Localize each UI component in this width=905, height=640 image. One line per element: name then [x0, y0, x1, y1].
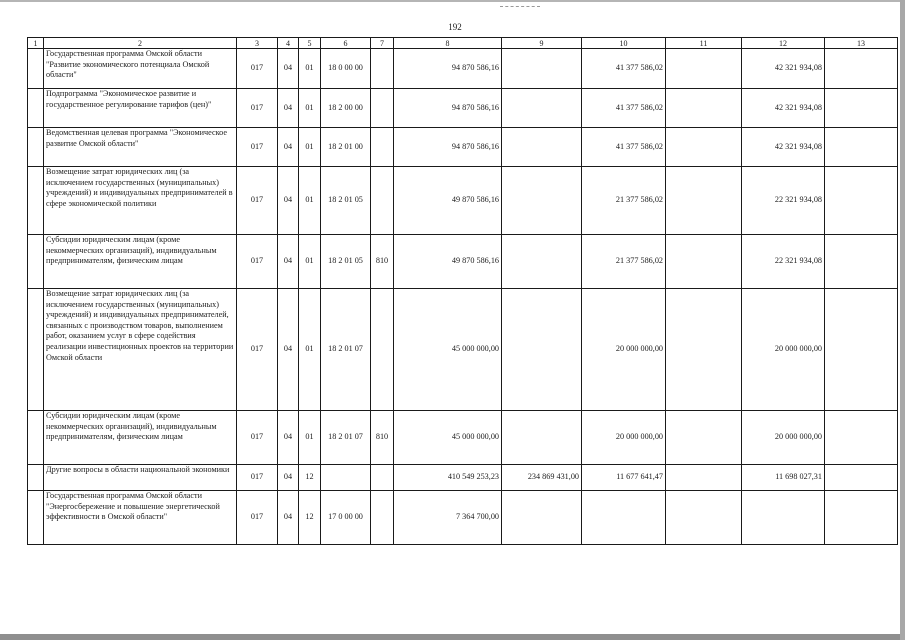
cell-c9: [502, 289, 582, 411]
cell-c11: [666, 167, 742, 235]
column-header: 3: [237, 38, 278, 49]
column-header: 8: [394, 38, 502, 49]
cell-c10: [582, 491, 666, 545]
row-name: Субсидии юридическим лицам (кроме некоммерческих организаций), индивидуальным предпринимателям, физическим лицам: [44, 235, 237, 289]
cell-c11: [666, 128, 742, 167]
cell-c6: 18 2 00 00: [321, 89, 371, 128]
cell-c9: [502, 491, 582, 545]
column-header: 4: [278, 38, 299, 49]
cell-c10: 21 377 586,02: [582, 167, 666, 235]
row-index-cell: [28, 289, 44, 411]
cell-c10: 20 000 000,00: [582, 411, 666, 465]
table-row: [28, 128, 898, 167]
cell-c10: 41 377 586,02: [582, 128, 666, 167]
cell-c8: 7 364 700,00: [394, 491, 502, 545]
cell-c7: [371, 49, 394, 89]
cell-c11: [666, 411, 742, 465]
cell-c6: 18 2 01 07: [321, 289, 371, 411]
cell-c13: [825, 289, 898, 411]
row-index-cell: [28, 465, 44, 491]
cell-c13: [825, 128, 898, 167]
cell-c4: 04: [278, 89, 299, 128]
cell-c11: [666, 89, 742, 128]
scan-edge-right: [900, 0, 905, 640]
cell-c8: 45 000 000,00: [394, 411, 502, 465]
row-index-cell: [28, 128, 44, 167]
scan-edge-bottom: [0, 634, 905, 640]
row-index-cell: [28, 49, 44, 89]
cell-c12: 22 321 934,08: [742, 235, 825, 289]
cell-c8: 45 000 000,00: [394, 289, 502, 411]
row-name: Субсидии юридическим лицам (кроме некоммерческих организаций), индивидуальным предпринимателям, физическим лицам: [44, 411, 237, 465]
cell-c12: 42 321 934,08: [742, 128, 825, 167]
cell-c12: 42 321 934,08: [742, 89, 825, 128]
table-row: [28, 167, 898, 235]
cell-c5: 01: [299, 167, 321, 235]
cell-c8: 49 870 586,16: [394, 235, 502, 289]
scan-mark: [500, 6, 540, 8]
table-row: [28, 49, 898, 89]
cell-c10: 11 677 641,47: [582, 465, 666, 491]
row-name: Другие вопросы в области национальной экономики: [44, 465, 237, 491]
cell-c10: 41 377 586,02: [582, 49, 666, 89]
cell-c11: [666, 465, 742, 491]
cell-c11: [666, 49, 742, 89]
cell-c8: 94 870 586,16: [394, 128, 502, 167]
page-number: 192: [448, 22, 462, 32]
cell-c4: 04: [278, 289, 299, 411]
table-row: [28, 289, 898, 411]
cell-c7: 810: [371, 411, 394, 465]
cell-c5: 12: [299, 465, 321, 491]
cell-c3: 017: [237, 167, 278, 235]
cell-c5: 12: [299, 491, 321, 545]
cell-c9: [502, 235, 582, 289]
cell-c3: 017: [237, 128, 278, 167]
cell-c11: [666, 289, 742, 411]
cell-c10: 20 000 000,00: [582, 289, 666, 411]
cell-c4: 04: [278, 167, 299, 235]
cell-c13: [825, 89, 898, 128]
cell-c6: [321, 465, 371, 491]
table-row: [28, 491, 898, 545]
cell-c9: [502, 49, 582, 89]
cell-c9: [502, 411, 582, 465]
row-name: Государственная программа Омской области "Энергосбережение и повышение энергетической эффективности в Омской области": [44, 491, 237, 545]
cell-c8: 94 870 586,16: [394, 49, 502, 89]
row-index-cell: [28, 235, 44, 289]
cell-c7: [371, 289, 394, 411]
cell-c13: [825, 411, 898, 465]
cell-c8: 410 549 253,23: [394, 465, 502, 491]
cell-c13: [825, 491, 898, 545]
cell-c7: [371, 128, 394, 167]
column-header: 5: [299, 38, 321, 49]
cell-c5: 01: [299, 235, 321, 289]
cell-c12: 11 698 027,31: [742, 465, 825, 491]
scan-edge-top: [0, 0, 905, 2]
cell-c6: 18 0 00 00: [321, 49, 371, 89]
cell-c9: [502, 89, 582, 128]
column-header: 11: [666, 38, 742, 49]
header-row: [28, 38, 898, 49]
table-row: [28, 465, 898, 491]
cell-c6: 18 2 01 05: [321, 167, 371, 235]
cell-c11: [666, 491, 742, 545]
cell-c6: 18 2 01 07: [321, 411, 371, 465]
column-header: 9: [502, 38, 582, 49]
cell-c7: [371, 89, 394, 128]
row-name: Возмещение затрат юридических лиц (за исключением государственных (муниципальных) учреждений) и индивидуальных предпринимателей, связанных с производством товаров, выполнением работ, оказанием услуг в сфере содействия реализации инвестиционных проектов на территории Омской области: [44, 289, 237, 411]
cell-c3: 017: [237, 289, 278, 411]
column-header: 13: [825, 38, 898, 49]
cell-c10: 41 377 586,02: [582, 89, 666, 128]
cell-c7: [371, 465, 394, 491]
cell-c8: 49 870 586,16: [394, 167, 502, 235]
cell-c11: [666, 235, 742, 289]
cell-c6: 17 0 00 00: [321, 491, 371, 545]
cell-c5: 01: [299, 89, 321, 128]
cell-c7: 810: [371, 235, 394, 289]
cell-c4: 04: [278, 411, 299, 465]
cell-c4: 04: [278, 128, 299, 167]
table-row: [28, 411, 898, 465]
cell-c5: 01: [299, 49, 321, 89]
column-header: 1: [28, 38, 44, 49]
cell-c3: 017: [237, 89, 278, 128]
cell-c4: 04: [278, 235, 299, 289]
cell-c4: 04: [278, 491, 299, 545]
column-header: 12: [742, 38, 825, 49]
cell-c6: 18 2 01 05: [321, 235, 371, 289]
row-name: Возмещение затрат юридических лиц (за исключением государственных (муниципальных) учреждений) и индивидуальных предпринимателей в сфере экономической политики: [44, 167, 237, 235]
row-index-cell: [28, 491, 44, 545]
cell-c3: 017: [237, 465, 278, 491]
cell-c3: 017: [237, 491, 278, 545]
column-header: 7: [371, 38, 394, 49]
cell-c13: [825, 49, 898, 89]
cell-c4: 04: [278, 465, 299, 491]
budget-table: [27, 37, 898, 545]
cell-c13: [825, 465, 898, 491]
cell-c8: 94 870 586,16: [394, 89, 502, 128]
cell-c12: 42 321 934,08: [742, 49, 825, 89]
row-name: Государственная программа Омской области "Развитие экономического потенциала Омской области": [44, 49, 237, 89]
cell-c3: 017: [237, 235, 278, 289]
table-row: [28, 235, 898, 289]
cell-c5: 01: [299, 128, 321, 167]
cell-c13: [825, 235, 898, 289]
cell-c3: 017: [237, 49, 278, 89]
cell-c12: 22 321 934,08: [742, 167, 825, 235]
row-index-cell: [28, 167, 44, 235]
column-header: 2: [44, 38, 237, 49]
table-row: [28, 89, 898, 128]
cell-c13: [825, 167, 898, 235]
cell-c7: [371, 167, 394, 235]
column-header: 10: [582, 38, 666, 49]
column-header: 6: [321, 38, 371, 49]
cell-c7: [371, 491, 394, 545]
cell-c12: 20 000 000,00: [742, 289, 825, 411]
cell-c9: 234 869 431,00: [502, 465, 582, 491]
cell-c9: [502, 167, 582, 235]
cell-c10: 21 377 586,02: [582, 235, 666, 289]
cell-c12: [742, 491, 825, 545]
cell-c3: 017: [237, 411, 278, 465]
cell-c9: [502, 128, 582, 167]
row-name: Подпрограмма "Экономическое развитие и государственное регулирование тарифов (цен)": [44, 89, 237, 128]
cell-c12: 20 000 000,00: [742, 411, 825, 465]
cell-c5: 01: [299, 411, 321, 465]
row-index-cell: [28, 89, 44, 128]
cell-c5: 01: [299, 289, 321, 411]
cell-c6: 18 2 01 00: [321, 128, 371, 167]
cell-c4: 04: [278, 49, 299, 89]
row-name: Ведомственная целевая программа "Экономическое развитие Омской области": [44, 128, 237, 167]
row-index-cell: [28, 411, 44, 465]
